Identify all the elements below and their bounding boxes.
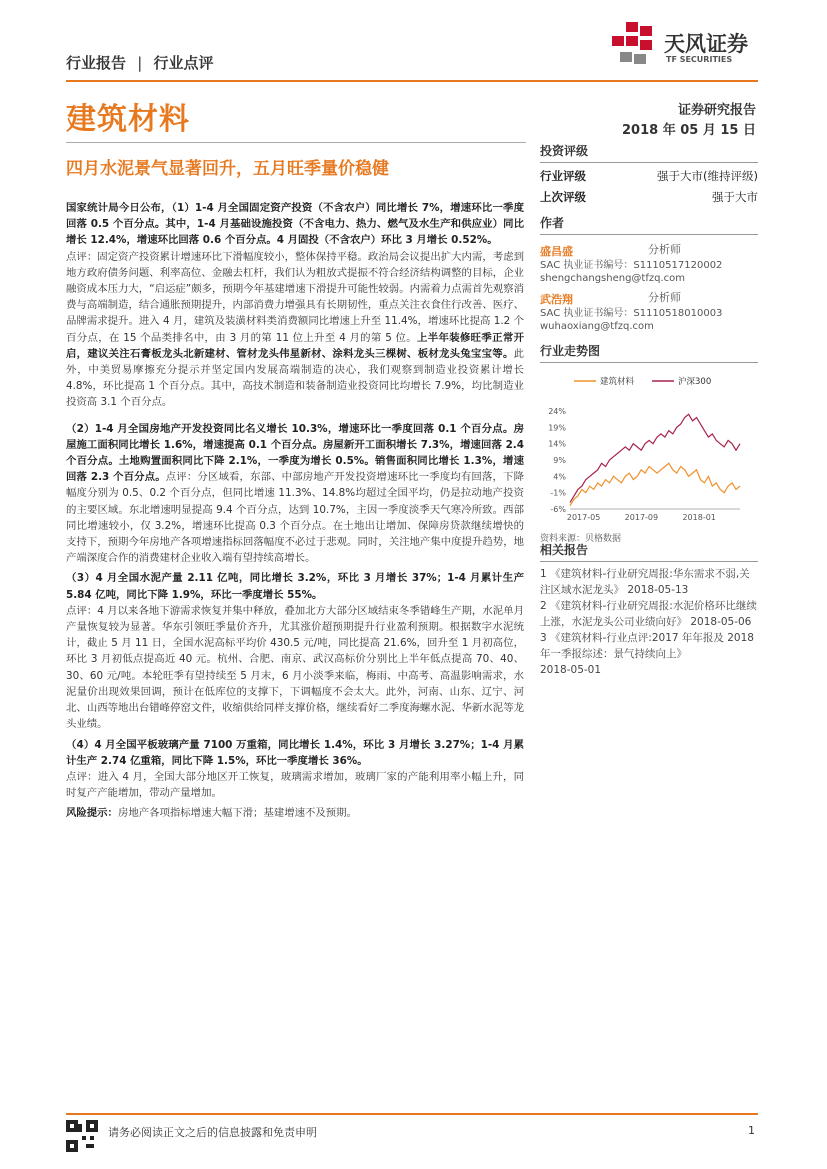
related-item-3[interactable] xyxy=(540,630,758,678)
category-label: 行业报告 xyxy=(66,54,127,72)
y-tick-label: 19% xyxy=(548,423,566,433)
legend-label: 建筑材料 xyxy=(600,377,635,387)
author-cert: SAC 执业证书编号：S1110518010003 xyxy=(540,308,723,319)
author-2-header xyxy=(540,291,758,307)
rating-panel xyxy=(540,142,758,205)
x-tick-label: 2017-09 xyxy=(624,513,659,522)
author-2 xyxy=(540,291,758,333)
y-tick-label: 4% xyxy=(553,472,566,482)
author-cert: SAC 执业证书编号：S1110517120002 xyxy=(540,260,723,271)
y-tick-label: 24% xyxy=(548,407,566,416)
p4-comment: 点评：进入 4 月，全国大部分地区开工恢复，玻璃需求增加，玻璃厂家的产能利用率小幅上升，同时复产产能增加，带动产量增加。 xyxy=(66,770,524,800)
y-tick-label: 14% xyxy=(548,439,566,449)
authors-section-title: 作者 xyxy=(540,214,758,235)
p4-bold: （4）4 月全国平板玻璃产量 7100 万重箱，同比增长 1.4%，环比 3 月增长 3.27%；1-4 月累计生产 2.74 亿重箱，同比下降 1.5%，环比一季度增长 36%。 xyxy=(66,738,524,767)
x-tick-label: 2018-01 xyxy=(682,513,716,522)
p1-bold: 国家统计局今日公布，（1）1-4 月全国固定资产投资（不含农户）同比增长 7%，增速环比一季度回落 0.5 个百分点。其中，1-4 月基础设施投资（不含电力、热力、燃气及水生产和供应业）同比增长 12.4%，增速环比回落 0.6 个百分点。4 月固投（不含农户）环比 3 月增长 0.52%。 xyxy=(66,202,524,247)
x-tick-label: 2017-05 xyxy=(566,513,601,522)
footer-divider xyxy=(66,1113,758,1115)
related-panel xyxy=(540,541,758,678)
y-tick-label: 9% xyxy=(553,456,566,465)
paragraph-3 xyxy=(66,570,524,732)
risk-text: 房地产各项指标增速大幅下滑；基建增速不及预期。 xyxy=(117,807,357,820)
p3-bold: （3）4 月全国水泥产量 2.11 亿吨，同比增长 3.2%，环比 3 月增长 37%；1-4 月累计生产 5.84 亿吨，同比下降 1.9%，环比一季度增长 55%。 xyxy=(66,572,524,601)
p1-tail: 此外，中美贸易摩擦充分提示并坚定国内发展高端制造的决心，我们观察到制造业投资累计增长 4.8%，环比提高 1 个百分点。其中，高技术制造和装备制造业投资同比均增长 7.9%，均比制造业投资高 3.1 个百分点。 xyxy=(66,347,524,409)
author-email[interactable]: shengchangsheng@tfzq.com xyxy=(540,273,685,284)
related-item-text: 1 《建筑材料-行业研究周报:华东需求不弱,关注区域水泥龙头》 xyxy=(540,568,750,596)
title-divider xyxy=(66,142,526,143)
author-1-header xyxy=(540,243,758,259)
chart-source: 资料来源：贝格数据 xyxy=(540,534,622,544)
trend-panel xyxy=(540,342,758,544)
related-item-text: 2 《建筑材料-行业研究周报:水泥价格环比继续上涨，水泥龙头公司业绩向好》 xyxy=(540,600,757,628)
trend-section-title: 行业走势图 xyxy=(540,342,758,363)
author-name: 武浩翔 xyxy=(540,293,573,306)
p2-bold: （2）1-4 月全国房地产开发投资同比名义增长 10.3%，增速环比一季度回落 0.1 个百分点。房屋施工面积同比增长 1.6%，增速提高 0.1 个百分点。房屋新开工面积增长 7.3%，增速回落 2.4 个百分点。土地购置面积同比下降 2.1%，一季度为增长 0.5%。销售面积同比增长 1.3%，增速回落 2.3 个百分点。 xyxy=(66,422,524,484)
rating-key: 行业评级 xyxy=(540,169,586,183)
rating-key: 上次评级 xyxy=(540,190,586,204)
related-item-date: 2018-05-06 xyxy=(690,616,752,628)
report-body xyxy=(66,200,524,826)
related-item-date: 2018-05-01 xyxy=(540,664,602,676)
related-item-text: 3 《建筑材料-行业点评:2017 年年报及 2018 年一季报综述：景气持续向上》 xyxy=(540,632,754,660)
related-item-1[interactable] xyxy=(540,566,758,598)
brand-name-en: TF SECURITIES xyxy=(666,55,733,64)
category-separator: | xyxy=(137,54,143,72)
author-title: 分析师 xyxy=(648,291,681,304)
rating-row-current xyxy=(540,168,758,184)
p1-comment: 点评：固定资产投资累计增速环比下滑幅度较小，整体保持平稳。政治局会议提出扩大内需，考虑到地方政府债务问题、利率高位、金融去杠杆，我们认为粗放式提振不符合经济结构调整的目标，企业融资成本压力大，“启运症”颇多，预期今年基建增速下滑提升可能性较弱。内需着力点需首先观察消费与高端制造，结合通胀预期提升，内部消费力增强具有长期韧性，重点关注衣食住行改善、医疗、品牌需求提升。进入 4 月，建筑及装潢材料类消费额同比增速上升至 11.4%，增速环比提高 1.2 个百分点，在 15 个品类排名中，由 3 月的第 11 位上升至 4 月的第 5 位。 xyxy=(66,250,524,344)
series-line xyxy=(570,463,740,505)
paragraph-4 xyxy=(66,737,524,802)
p1-bold2: 上半年装修旺季正常开启，建议关注石膏板龙头北新建材、管材龙头伟星新材、涂料龙头三棵树、板材龙头兔宝宝等。 xyxy=(66,331,524,360)
rating-value: 强于大市 xyxy=(712,190,758,204)
risk-notice xyxy=(66,805,524,821)
y-tick-label: -1% xyxy=(550,488,566,498)
authors-panel xyxy=(540,214,758,333)
y-tick-label: -6% xyxy=(550,505,566,514)
author-email[interactable]: wuhaoxiang@tfzq.com xyxy=(540,321,654,332)
footer-disclaimer: 请务必阅读正文之后的信息披露和免责申明 xyxy=(108,1126,317,1139)
brand-logo xyxy=(612,22,760,70)
related-section-title: 相关报告 xyxy=(540,541,758,562)
page-number: 1 xyxy=(748,1124,755,1137)
report-date: 2018 年 05 月 15 日 xyxy=(622,123,756,138)
legend-label: 沪深300 xyxy=(678,377,712,387)
report-title: 四月水泥景气显著回升，五月旺季量价稳健 xyxy=(66,159,389,179)
header-divider xyxy=(66,80,758,82)
paragraph-1 xyxy=(66,200,524,411)
report-category xyxy=(66,52,214,73)
author-name: 盛昌盛 xyxy=(540,245,573,258)
author-1 xyxy=(540,243,758,285)
paragraph-2 xyxy=(66,421,524,567)
trend-chart xyxy=(540,369,758,529)
rating-section-title: 投资评级 xyxy=(540,142,758,163)
risk-label: 风险提示： xyxy=(66,807,118,820)
rating-value: 强于大市(维持评级) xyxy=(657,169,758,183)
related-item-date: 2018-05-13 xyxy=(627,584,689,596)
brand-name-cn: 天风证券 xyxy=(664,32,748,56)
series-line xyxy=(570,414,740,502)
report-type: 证券研究报告 xyxy=(677,103,756,118)
subcategory-label: 行业点评 xyxy=(153,54,214,72)
author-title: 分析师 xyxy=(648,243,681,256)
related-item-2[interactable] xyxy=(540,598,758,630)
qr-code-icon xyxy=(66,1120,98,1152)
p3-comment: 点评：4 月以来各地下游需求恢复并集中释放，叠加北方大部分区域结束冬季错峰生产期，水泥单月产量恢复较为显著。华东引领旺季量价齐升，尤其涨价超预期提升行业盈利预期。根据数字水泥统计，截止 5 月 11 日，全国水泥高标平均价 430.5 元/吨，同比提高 21.6%，回升至 1 月初高位，环比 3 月初低点提高近 40 元。杭州、合肥、南京、武汉高标价分别比上半年低点提高 70、40、30、60 元/吨。本轮旺季有望持续至 5 月末，6 月小淡季来临，梅雨、中高考、高温影响需求，水泥量价出现效果回调，预计在低库位的支撑下，下调幅度不会太大。此外，河南、山东、辽宁、河北、山西等地出台错峰停窑文件，收缩供给同样支撑价格，继续看好二季度海螺水泥、华新水泥等龙头业绩。 xyxy=(66,604,524,731)
rating-row-previous xyxy=(540,189,758,205)
brand-logo-icon xyxy=(612,22,658,68)
p2-comment: 点评：分区域看，东部、中部房地产开发投资增速环比一季度均有回落，下降幅度分别为 0.5、0.2 个百分点，但同比增速 11.3%、14.8%均超过全国平均，仍是拉动地产投资的主要区域。东北增速明显提高 9.4 个百分点，达到 10.7%，主因一季度淡季天气寒冷所致。西部同比增速较小，仅 3.2%，增速环比提高 0.3 个百分点。在土地出让增加、保障房贷款继续增快的支持下，预期今年房地产各项增速指标回落幅度不必过于悲观。同时，关注地产集中度提升趋势，地产端深度合作的消费建材企业收入端有望持续高增长。 xyxy=(66,471,524,565)
industry-title: 建筑材料 xyxy=(66,102,190,137)
